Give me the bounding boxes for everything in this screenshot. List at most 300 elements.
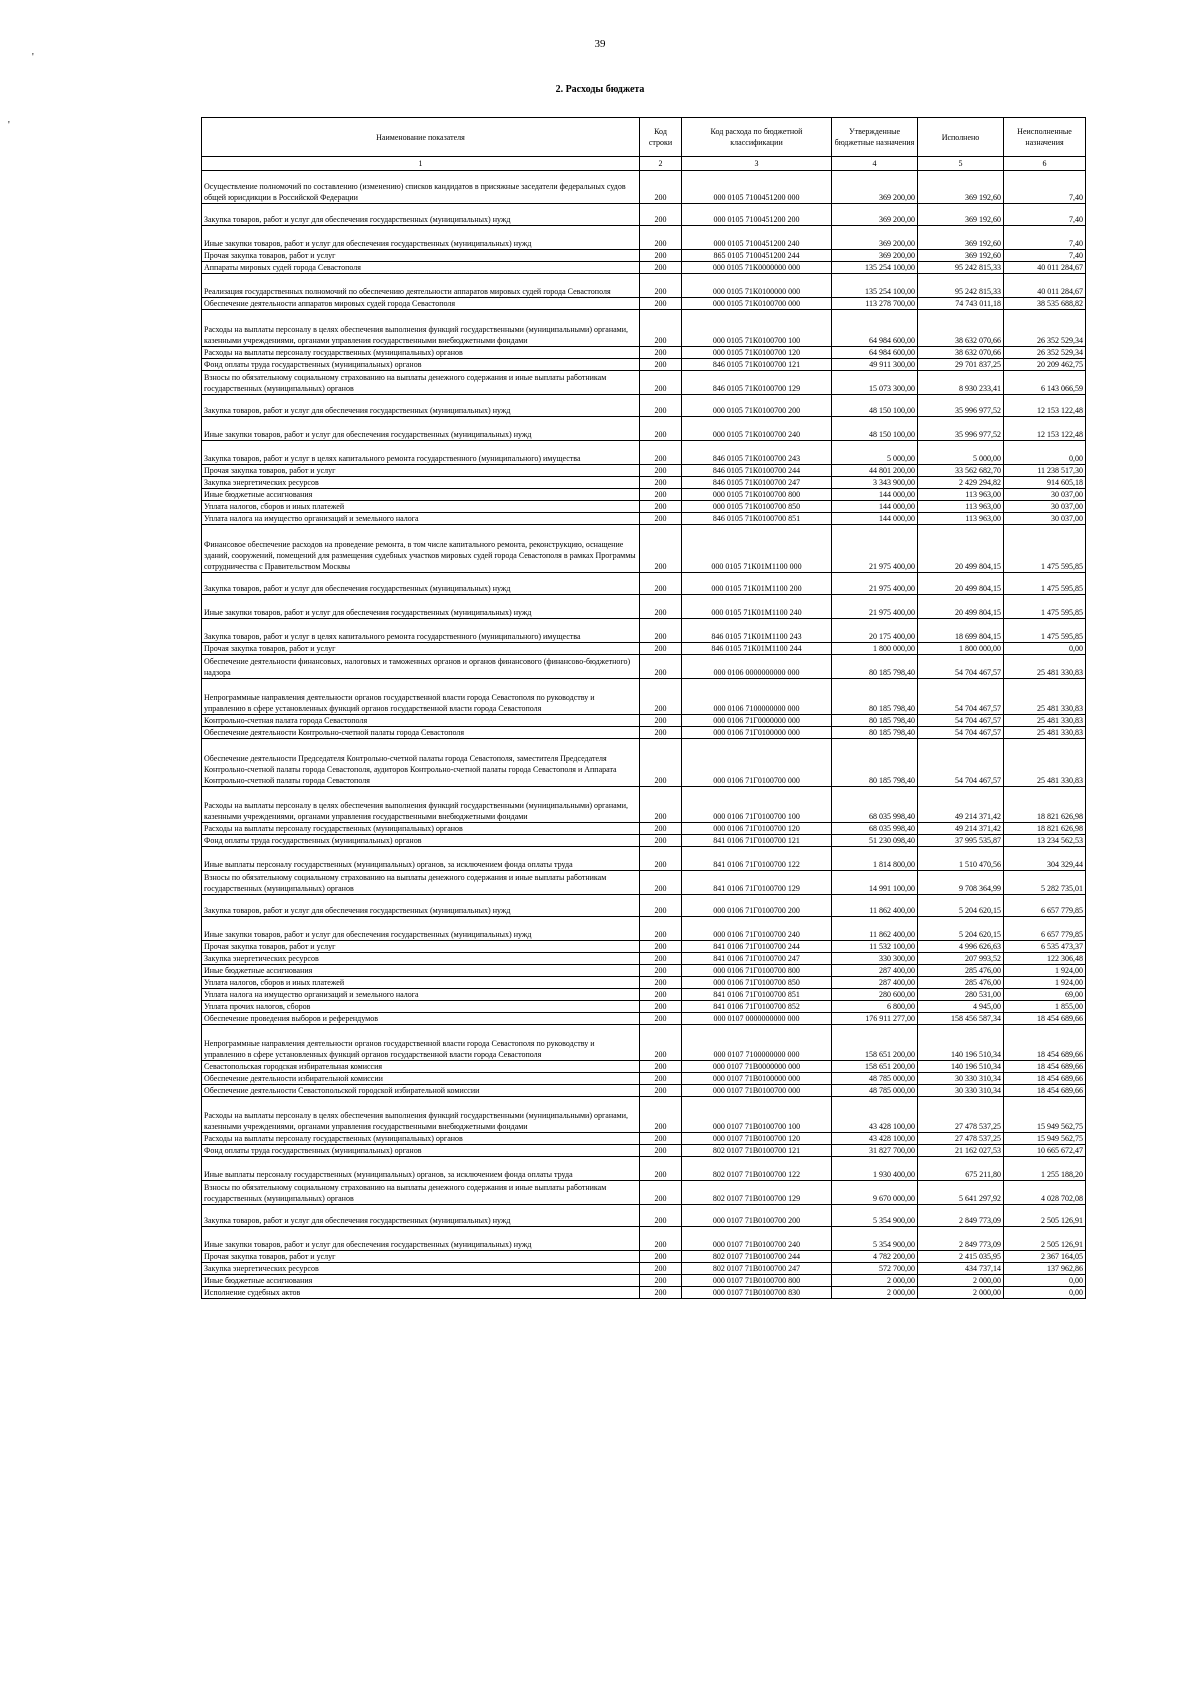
table-row bbox=[202, 715, 1086, 727]
cell-line-code: 200 bbox=[640, 1227, 682, 1251]
cell-budget-code: 000 0107 71В0000000 000 bbox=[682, 1061, 832, 1073]
cell-unexecuted: 18 454 689,66 bbox=[1004, 1013, 1086, 1025]
cell-executed: 369 192,60 bbox=[918, 250, 1004, 262]
cell-approved: 43 428 100,00 bbox=[832, 1133, 918, 1145]
cell-approved: 287 400,00 bbox=[832, 965, 918, 977]
cell-executed: 37 995 535,87 bbox=[918, 835, 1004, 847]
cell-approved: 4 782 200,00 bbox=[832, 1251, 918, 1263]
cell-unexecuted: 2 505 126,91 bbox=[1004, 1205, 1086, 1227]
cell-name: Уплата налога на имущество организаций и земельного налога bbox=[202, 513, 640, 525]
cell-name: Реализация государственных полномочий по обеспечению деятельности аппаратов мировых судей города Севастополя bbox=[202, 274, 640, 298]
cell-budget-code: 000 0106 71Г0100700 800 bbox=[682, 965, 832, 977]
cell-line-code: 200 bbox=[640, 395, 682, 417]
table-row bbox=[202, 1097, 1086, 1133]
cell-approved: 48 785 000,00 bbox=[832, 1085, 918, 1097]
cell-unexecuted: 0,00 bbox=[1004, 441, 1086, 465]
cell-budget-code: 846 0105 71К0100700 121 bbox=[682, 359, 832, 371]
cell-unexecuted: 30 037,00 bbox=[1004, 501, 1086, 513]
cell-approved: 44 801 200,00 bbox=[832, 465, 918, 477]
cell-name: Уплата налогов, сборов и иных платежей bbox=[202, 977, 640, 989]
cell-name: Фонд оплаты труда государственных (муниципальных) органов bbox=[202, 359, 640, 371]
cell-budget-code: 841 0106 71Г0100700 244 bbox=[682, 941, 832, 953]
cell-approved: 1 930 400,00 bbox=[832, 1157, 918, 1181]
cell-unexecuted: 6 657 779,85 bbox=[1004, 895, 1086, 917]
cell-unexecuted: 25 481 330,83 bbox=[1004, 739, 1086, 787]
cell-line-code: 200 bbox=[640, 1287, 682, 1299]
cell-executed: 49 214 371,42 bbox=[918, 823, 1004, 835]
cell-line-code: 200 bbox=[640, 371, 682, 395]
cell-unexecuted: 69,00 bbox=[1004, 989, 1086, 1001]
cell-name: Расходы на выплаты персоналу в целях обеспечения выполнения функций государственными (муниципальными) органами, казенными учреждениями, органами управления государственными внебюджетными фондами bbox=[202, 1097, 640, 1133]
cell-approved: 11 532 100,00 bbox=[832, 941, 918, 953]
cell-approved: 21 975 400,00 bbox=[832, 595, 918, 619]
cell-executed: 20 499 804,15 bbox=[918, 573, 1004, 595]
cell-budget-code: 802 0107 71В0100700 244 bbox=[682, 1251, 832, 1263]
table-row bbox=[202, 1073, 1086, 1085]
cell-approved: 1 814 800,00 bbox=[832, 847, 918, 871]
cell-line-code: 200 bbox=[640, 1061, 682, 1073]
cell-name: Прочая закупка товаров, работ и услуг bbox=[202, 1251, 640, 1263]
cell-approved: 80 185 798,40 bbox=[832, 655, 918, 679]
cell-approved: 11 862 400,00 bbox=[832, 895, 918, 917]
cell-budget-code: 841 0106 71Г0100700 129 bbox=[682, 871, 832, 895]
cell-budget-code: 000 0107 71В0100700 000 bbox=[682, 1085, 832, 1097]
cell-name: Закупка товаров, работ и услуг для обеспечения государственных (муниципальных) нужд bbox=[202, 573, 640, 595]
cell-budget-code: 000 0105 71К0100700 800 bbox=[682, 489, 832, 501]
cell-name: Обеспечение деятельности Севастопольской городской избирательной комиссии bbox=[202, 1085, 640, 1097]
column-number: 4 bbox=[832, 157, 918, 171]
cell-budget-code: 000 0105 7100451200 000 bbox=[682, 171, 832, 204]
cell-line-code: 200 bbox=[640, 226, 682, 250]
scan-mark: ' bbox=[8, 120, 10, 131]
cell-approved: 64 984 600,00 bbox=[832, 347, 918, 359]
cell-budget-code: 000 0105 7100451200 200 bbox=[682, 204, 832, 226]
cell-executed: 54 704 467,57 bbox=[918, 727, 1004, 739]
cell-approved: 144 000,00 bbox=[832, 501, 918, 513]
cell-name: Иные закупки товаров, работ и услуг для обеспечения государственных (муниципальных) нужд bbox=[202, 417, 640, 441]
cell-budget-code: 865 0105 7100451200 244 bbox=[682, 250, 832, 262]
cell-name: Фонд оплаты труда государственных (муниципальных) органов bbox=[202, 1145, 640, 1157]
cell-unexecuted: 20 209 462,75 bbox=[1004, 359, 1086, 371]
cell-executed: 1 800 000,00 bbox=[918, 643, 1004, 655]
cell-approved: 9 670 000,00 bbox=[832, 1181, 918, 1205]
table-row bbox=[202, 395, 1086, 417]
cell-line-code: 200 bbox=[640, 501, 682, 513]
cell-line-code: 200 bbox=[640, 573, 682, 595]
column-header-approved: Утвержденные бюджетные назначения bbox=[832, 118, 918, 157]
table-row bbox=[202, 1181, 1086, 1205]
cell-line-code: 200 bbox=[640, 417, 682, 441]
cell-unexecuted: 1 924,00 bbox=[1004, 965, 1086, 977]
cell-executed: 140 196 510,34 bbox=[918, 1061, 1004, 1073]
cell-executed: 113 963,00 bbox=[918, 489, 1004, 501]
cell-budget-code: 000 0106 7100000000 000 bbox=[682, 679, 832, 715]
cell-budget-code: 000 0105 71К0100000 000 bbox=[682, 274, 832, 298]
cell-approved: 280 600,00 bbox=[832, 989, 918, 1001]
cell-unexecuted: 38 535 688,82 bbox=[1004, 298, 1086, 310]
cell-budget-code: 000 0107 71В0100700 120 bbox=[682, 1133, 832, 1145]
cell-line-code: 200 bbox=[640, 847, 682, 871]
cell-executed: 207 993,52 bbox=[918, 953, 1004, 965]
cell-executed: 434 737,14 bbox=[918, 1263, 1004, 1275]
cell-unexecuted: 26 352 529,34 bbox=[1004, 347, 1086, 359]
cell-name: Обеспечение деятельности избирательной комиссии bbox=[202, 1073, 640, 1085]
table-row bbox=[202, 513, 1086, 525]
cell-name: Иные закупки товаров, работ и услуг для обеспечения государственных (муниципальных) нужд bbox=[202, 226, 640, 250]
cell-budget-code: 841 0106 71Г0100700 852 bbox=[682, 1001, 832, 1013]
cell-approved: 176 911 277,00 bbox=[832, 1013, 918, 1025]
table-row bbox=[202, 655, 1086, 679]
cell-budget-code: 802 0107 71В0100700 122 bbox=[682, 1157, 832, 1181]
column-number: 1 bbox=[202, 157, 640, 171]
cell-approved: 15 073 300,00 bbox=[832, 371, 918, 395]
table-row bbox=[202, 835, 1086, 847]
column-header-unexecuted: Неисполненные назначения bbox=[1004, 118, 1086, 157]
cell-approved: 158 651 200,00 bbox=[832, 1025, 918, 1061]
cell-executed: 35 996 977,52 bbox=[918, 395, 1004, 417]
cell-unexecuted: 7,40 bbox=[1004, 250, 1086, 262]
cell-line-code: 200 bbox=[640, 262, 682, 274]
table-row bbox=[202, 953, 1086, 965]
cell-budget-code: 000 0107 71В0100700 240 bbox=[682, 1227, 832, 1251]
cell-budget-code: 000 0105 71К0100700 120 bbox=[682, 347, 832, 359]
cell-approved: 2 000,00 bbox=[832, 1287, 918, 1299]
cell-executed: 95 242 815,33 bbox=[918, 262, 1004, 274]
cell-name: Финансовое обеспечение расходов на проведение ремонта, в том числе капитального ремонта, реконструкцию, оснащение зданий, сооружений, помещений для размещения судебных участков мировых судей города Севастополя в рамках Программы сотрудничества с Правительством Москвы bbox=[202, 525, 640, 573]
cell-name: Иные бюджетные ассигнования bbox=[202, 965, 640, 977]
cell-name: Иные бюджетные ассигнования bbox=[202, 489, 640, 501]
cell-name: Обеспечение деятельности Контрольно-счетной палаты города Севастополя bbox=[202, 727, 640, 739]
cell-line-code: 200 bbox=[640, 953, 682, 965]
cell-executed: 2 429 294,82 bbox=[918, 477, 1004, 489]
table-row bbox=[202, 489, 1086, 501]
cell-line-code: 200 bbox=[640, 1145, 682, 1157]
cell-budget-code: 000 0107 0000000000 000 bbox=[682, 1013, 832, 1025]
cell-approved: 14 991 100,00 bbox=[832, 871, 918, 895]
cell-name: Уплата прочих налогов, сборов bbox=[202, 1001, 640, 1013]
cell-unexecuted: 18 821 626,98 bbox=[1004, 787, 1086, 823]
cell-executed: 54 704 467,57 bbox=[918, 655, 1004, 679]
cell-name: Осуществление полномочий по составлению (изменению) списков кандидатов в присяжные заседатели федеральных судов общей юрисдикции в Российской Федерации bbox=[202, 171, 640, 204]
cell-budget-code: 000 0107 71В0100700 830 bbox=[682, 1287, 832, 1299]
cell-approved: 21 975 400,00 bbox=[832, 525, 918, 573]
cell-executed: 4 945,00 bbox=[918, 1001, 1004, 1013]
cell-line-code: 200 bbox=[640, 298, 682, 310]
cell-name: Закупка товаров, работ и услуг для обеспечения государственных (муниципальных) нужд bbox=[202, 1205, 640, 1227]
table-row bbox=[202, 989, 1086, 1001]
cell-name: Иные закупки товаров, работ и услуг для обеспечения государственных (муниципальных) нужд bbox=[202, 595, 640, 619]
column-number: 6 bbox=[1004, 157, 1086, 171]
cell-executed: 8 930 233,41 bbox=[918, 371, 1004, 395]
cell-executed: 27 478 537,25 bbox=[918, 1133, 1004, 1145]
cell-approved: 330 300,00 bbox=[832, 953, 918, 965]
table-row bbox=[202, 226, 1086, 250]
cell-approved: 1 800 000,00 bbox=[832, 643, 918, 655]
cell-name: Обеспечение проведения выборов и референдумов bbox=[202, 1013, 640, 1025]
cell-line-code: 200 bbox=[640, 1085, 682, 1097]
cell-line-code: 200 bbox=[640, 823, 682, 835]
cell-name: Иные выплаты персоналу государственных (муниципальных) органов, за исключением фонда оплаты труда bbox=[202, 847, 640, 871]
table-row bbox=[202, 941, 1086, 953]
table-header-row bbox=[202, 118, 1086, 157]
table-row bbox=[202, 787, 1086, 823]
cell-executed: 95 242 815,33 bbox=[918, 274, 1004, 298]
cell-unexecuted: 1 475 595,85 bbox=[1004, 525, 1086, 573]
cell-line-code: 200 bbox=[640, 871, 682, 895]
table-row bbox=[202, 1227, 1086, 1251]
cell-name: Закупка энергетических ресурсов bbox=[202, 953, 640, 965]
cell-line-code: 200 bbox=[640, 489, 682, 501]
column-header-budget-code: Код расхода по бюджетной классификации bbox=[682, 118, 832, 157]
cell-budget-code: 000 0105 71К0100700 240 bbox=[682, 417, 832, 441]
cell-line-code: 200 bbox=[640, 679, 682, 715]
cell-budget-code: 000 0107 7100000000 000 bbox=[682, 1025, 832, 1061]
table-row bbox=[202, 1157, 1086, 1181]
cell-line-code: 200 bbox=[640, 727, 682, 739]
cell-line-code: 200 bbox=[640, 310, 682, 347]
cell-budget-code: 000 0105 7100451200 240 bbox=[682, 226, 832, 250]
cell-line-code: 200 bbox=[640, 941, 682, 953]
cell-name: Исполнение судебных актов bbox=[202, 1287, 640, 1299]
cell-approved: 48 150 100,00 bbox=[832, 395, 918, 417]
table-row bbox=[202, 347, 1086, 359]
table-row bbox=[202, 619, 1086, 643]
cell-unexecuted: 18 821 626,98 bbox=[1004, 823, 1086, 835]
cell-approved: 144 000,00 bbox=[832, 489, 918, 501]
cell-line-code: 200 bbox=[640, 895, 682, 917]
column-number: 2 bbox=[640, 157, 682, 171]
cell-approved: 135 254 100,00 bbox=[832, 262, 918, 274]
cell-name: Закупка энергетических ресурсов bbox=[202, 1263, 640, 1275]
cell-budget-code: 841 0106 71Г0100700 121 bbox=[682, 835, 832, 847]
cell-approved: 572 700,00 bbox=[832, 1263, 918, 1275]
cell-name: Аппараты мировых судей города Севастополя bbox=[202, 262, 640, 274]
cell-line-code: 200 bbox=[640, 1251, 682, 1263]
table-row bbox=[202, 643, 1086, 655]
cell-unexecuted: 7,40 bbox=[1004, 204, 1086, 226]
cell-name: Прочая закупка товаров, работ и услуг bbox=[202, 250, 640, 262]
cell-unexecuted: 18 454 689,66 bbox=[1004, 1073, 1086, 1085]
cell-approved: 80 185 798,40 bbox=[832, 679, 918, 715]
cell-line-code: 200 bbox=[640, 1001, 682, 1013]
cell-approved: 43 428 100,00 bbox=[832, 1097, 918, 1133]
cell-budget-code: 000 0107 71В0100000 000 bbox=[682, 1073, 832, 1085]
cell-unexecuted: 6 143 066,59 bbox=[1004, 371, 1086, 395]
cell-approved: 369 200,00 bbox=[832, 171, 918, 204]
cell-unexecuted: 6 657 779,85 bbox=[1004, 917, 1086, 941]
cell-approved: 135 254 100,00 bbox=[832, 274, 918, 298]
cell-approved: 6 800,00 bbox=[832, 1001, 918, 1013]
cell-budget-code: 000 0106 71Г0100700 000 bbox=[682, 739, 832, 787]
table-row bbox=[202, 1085, 1086, 1097]
cell-approved: 144 000,00 bbox=[832, 513, 918, 525]
cell-budget-code: 846 0105 71К0100700 129 bbox=[682, 371, 832, 395]
cell-unexecuted: 40 011 284,67 bbox=[1004, 262, 1086, 274]
cell-unexecuted: 1 475 595,85 bbox=[1004, 573, 1086, 595]
cell-name: Закупка товаров, работ и услуг в целях капитального ремонта государственного (муниципального) имущества bbox=[202, 441, 640, 465]
cell-unexecuted: 26 352 529,34 bbox=[1004, 310, 1086, 347]
cell-approved: 80 185 798,40 bbox=[832, 715, 918, 727]
cell-approved: 113 278 700,00 bbox=[832, 298, 918, 310]
cell-unexecuted: 1 255 188,20 bbox=[1004, 1157, 1086, 1181]
cell-budget-code: 000 0105 71К01М1100 200 bbox=[682, 573, 832, 595]
cell-unexecuted: 25 481 330,83 bbox=[1004, 655, 1086, 679]
cell-unexecuted: 2 505 126,91 bbox=[1004, 1227, 1086, 1251]
column-header-name: Наименование показателя bbox=[202, 118, 640, 157]
cell-unexecuted: 122 306,48 bbox=[1004, 953, 1086, 965]
cell-executed: 113 963,00 bbox=[918, 501, 1004, 513]
cell-approved: 11 862 400,00 bbox=[832, 917, 918, 941]
table-row bbox=[202, 1263, 1086, 1275]
cell-line-code: 200 bbox=[640, 787, 682, 823]
cell-line-code: 200 bbox=[640, 739, 682, 787]
table-row bbox=[202, 250, 1086, 262]
cell-unexecuted: 304 329,44 bbox=[1004, 847, 1086, 871]
cell-line-code: 200 bbox=[640, 655, 682, 679]
cell-approved: 5 354 900,00 bbox=[832, 1227, 918, 1251]
cell-executed: 1 510 470,56 bbox=[918, 847, 1004, 871]
cell-executed: 29 701 837,25 bbox=[918, 359, 1004, 371]
cell-name: Прочая закупка товаров, работ и услуг bbox=[202, 465, 640, 477]
cell-unexecuted: 1 855,00 bbox=[1004, 1001, 1086, 1013]
table-row bbox=[202, 359, 1086, 371]
table-row bbox=[202, 917, 1086, 941]
cell-budget-code: 000 0105 71К0100700 000 bbox=[682, 298, 832, 310]
cell-line-code: 200 bbox=[640, 465, 682, 477]
column-header-executed: Исполнено bbox=[918, 118, 1004, 157]
cell-name: Прочая закупка товаров, работ и услуг bbox=[202, 941, 640, 953]
cell-executed: 2 000,00 bbox=[918, 1275, 1004, 1287]
cell-name: Обеспечение деятельности Председателя Контрольно-счетной палаты города Севастополя, заместителя Председателя Контрольно-счетной палаты города Севастополя, аудиторов Контрольно-счетной палаты города Севастополя и Аппарата Контрольно-счетной палаты города Севастополя bbox=[202, 739, 640, 787]
table-row bbox=[202, 1061, 1086, 1073]
cell-executed: 113 963,00 bbox=[918, 513, 1004, 525]
cell-unexecuted: 18 454 689,66 bbox=[1004, 1061, 1086, 1073]
cell-name: Закупка энергетических ресурсов bbox=[202, 477, 640, 489]
cell-budget-code: 802 0107 71В0100700 121 bbox=[682, 1145, 832, 1157]
cell-unexecuted: 25 481 330,83 bbox=[1004, 727, 1086, 739]
cell-name: Закупка товаров, работ и услуг для обеспечения государственных (муниципальных) нужд bbox=[202, 895, 640, 917]
cell-unexecuted: 13 234 562,53 bbox=[1004, 835, 1086, 847]
cell-line-code: 200 bbox=[640, 917, 682, 941]
cell-approved: 5 354 900,00 bbox=[832, 1205, 918, 1227]
cell-executed: 20 499 804,15 bbox=[918, 595, 1004, 619]
cell-line-code: 200 bbox=[640, 1025, 682, 1061]
cell-unexecuted: 12 153 122,48 bbox=[1004, 417, 1086, 441]
cell-line-code: 200 bbox=[640, 1013, 682, 1025]
cell-approved: 5 000,00 bbox=[832, 441, 918, 465]
cell-budget-code: 000 0106 71Г0100700 850 bbox=[682, 977, 832, 989]
cell-approved: 20 175 400,00 bbox=[832, 619, 918, 643]
cell-unexecuted: 40 011 284,67 bbox=[1004, 274, 1086, 298]
section-title: 2. Расходы бюджета bbox=[555, 84, 645, 95]
cell-unexecuted: 15 949 562,75 bbox=[1004, 1133, 1086, 1145]
cell-budget-code: 846 0105 71К0100700 247 bbox=[682, 477, 832, 489]
cell-unexecuted: 30 037,00 bbox=[1004, 489, 1086, 501]
table-row bbox=[202, 871, 1086, 895]
cell-name: Расходы на выплаты персоналу государственных (муниципальных) органов bbox=[202, 347, 640, 359]
cell-budget-code: 000 0107 71В0100700 100 bbox=[682, 1097, 832, 1133]
cell-executed: 2 000,00 bbox=[918, 1287, 1004, 1299]
column-number: 5 bbox=[918, 157, 1004, 171]
cell-budget-code: 000 0105 71К01М1100 000 bbox=[682, 525, 832, 573]
cell-unexecuted: 7,40 bbox=[1004, 171, 1086, 204]
cell-executed: 675 211,80 bbox=[918, 1157, 1004, 1181]
cell-line-code: 200 bbox=[640, 171, 682, 204]
cell-approved: 2 000,00 bbox=[832, 1275, 918, 1287]
cell-name: Обеспечение деятельности аппаратов мировых судей города Севастополя bbox=[202, 298, 640, 310]
cell-name: Фонд оплаты труда государственных (муниципальных) органов bbox=[202, 835, 640, 847]
cell-approved: 369 200,00 bbox=[832, 204, 918, 226]
cell-line-code: 200 bbox=[640, 250, 682, 262]
cell-line-code: 200 bbox=[640, 359, 682, 371]
table-row bbox=[202, 1251, 1086, 1263]
cell-unexecuted: 15 949 562,75 bbox=[1004, 1097, 1086, 1133]
table-row bbox=[202, 679, 1086, 715]
table-row bbox=[202, 441, 1086, 465]
table-row bbox=[202, 417, 1086, 441]
table-row bbox=[202, 171, 1086, 204]
cell-unexecuted: 18 454 689,66 bbox=[1004, 1085, 1086, 1097]
cell-budget-code: 846 0105 71К0100700 851 bbox=[682, 513, 832, 525]
cell-name: Расходы на выплаты персоналу в целях обеспечения выполнения функций государственными (муниципальными) органами, казенными учреждениями, органами управления государственными внебюджетными фондами bbox=[202, 310, 640, 347]
table-row bbox=[202, 1205, 1086, 1227]
table-row bbox=[202, 298, 1086, 310]
cell-budget-code: 000 0105 71К0000000 000 bbox=[682, 262, 832, 274]
cell-line-code: 200 bbox=[640, 977, 682, 989]
table-row bbox=[202, 204, 1086, 226]
cell-unexecuted: 30 037,00 bbox=[1004, 513, 1086, 525]
cell-executed: 5 204 620,15 bbox=[918, 895, 1004, 917]
cell-line-code: 200 bbox=[640, 989, 682, 1001]
cell-executed: 369 192,60 bbox=[918, 204, 1004, 226]
cell-name: Закупка товаров, работ и услуг для обеспечения государственных (муниципальных) нужд bbox=[202, 395, 640, 417]
cell-unexecuted: 11 238 517,30 bbox=[1004, 465, 1086, 477]
cell-approved: 369 200,00 bbox=[832, 250, 918, 262]
cell-line-code: 200 bbox=[640, 477, 682, 489]
cell-name: Иные выплаты персоналу государственных (муниципальных) органов, за исключением фонда оплаты труда bbox=[202, 1157, 640, 1181]
cell-budget-code: 000 0107 71В0100700 800 bbox=[682, 1275, 832, 1287]
cell-line-code: 200 bbox=[640, 715, 682, 727]
cell-unexecuted: 25 481 330,83 bbox=[1004, 715, 1086, 727]
cell-approved: 68 035 998,40 bbox=[832, 787, 918, 823]
cell-name: Прочая закупка товаров, работ и услуг bbox=[202, 643, 640, 655]
cell-unexecuted: 6 535 473,37 bbox=[1004, 941, 1086, 953]
cell-line-code: 200 bbox=[640, 965, 682, 977]
cell-budget-code: 841 0106 71Г0100700 122 bbox=[682, 847, 832, 871]
cell-executed: 140 196 510,34 bbox=[918, 1025, 1004, 1061]
cell-name: Закупка товаров, работ и услуг для обеспечения государственных (муниципальных) нужд bbox=[202, 204, 640, 226]
table-row bbox=[202, 739, 1086, 787]
cell-budget-code: 846 0105 71К01М1100 243 bbox=[682, 619, 832, 643]
cell-approved: 64 984 600,00 bbox=[832, 310, 918, 347]
cell-line-code: 200 bbox=[640, 643, 682, 655]
cell-name: Уплата налога на имущество организаций и земельного налога bbox=[202, 989, 640, 1001]
cell-executed: 2 849 773,09 bbox=[918, 1227, 1004, 1251]
table-row bbox=[202, 595, 1086, 619]
cell-executed: 30 330 310,34 bbox=[918, 1085, 1004, 1097]
cell-unexecuted: 7,40 bbox=[1004, 226, 1086, 250]
cell-executed: 74 743 011,18 bbox=[918, 298, 1004, 310]
cell-executed: 369 192,60 bbox=[918, 171, 1004, 204]
cell-budget-code: 000 0106 71Г0100700 200 bbox=[682, 895, 832, 917]
cell-name: Иные бюджетные ассигнования bbox=[202, 1275, 640, 1287]
cell-unexecuted: 5 282 735,01 bbox=[1004, 871, 1086, 895]
table-row bbox=[202, 371, 1086, 395]
cell-line-code: 200 bbox=[640, 835, 682, 847]
cell-line-code: 200 bbox=[640, 619, 682, 643]
cell-budget-code: 000 0105 71К0100700 100 bbox=[682, 310, 832, 347]
cell-executed: 158 456 587,34 bbox=[918, 1013, 1004, 1025]
